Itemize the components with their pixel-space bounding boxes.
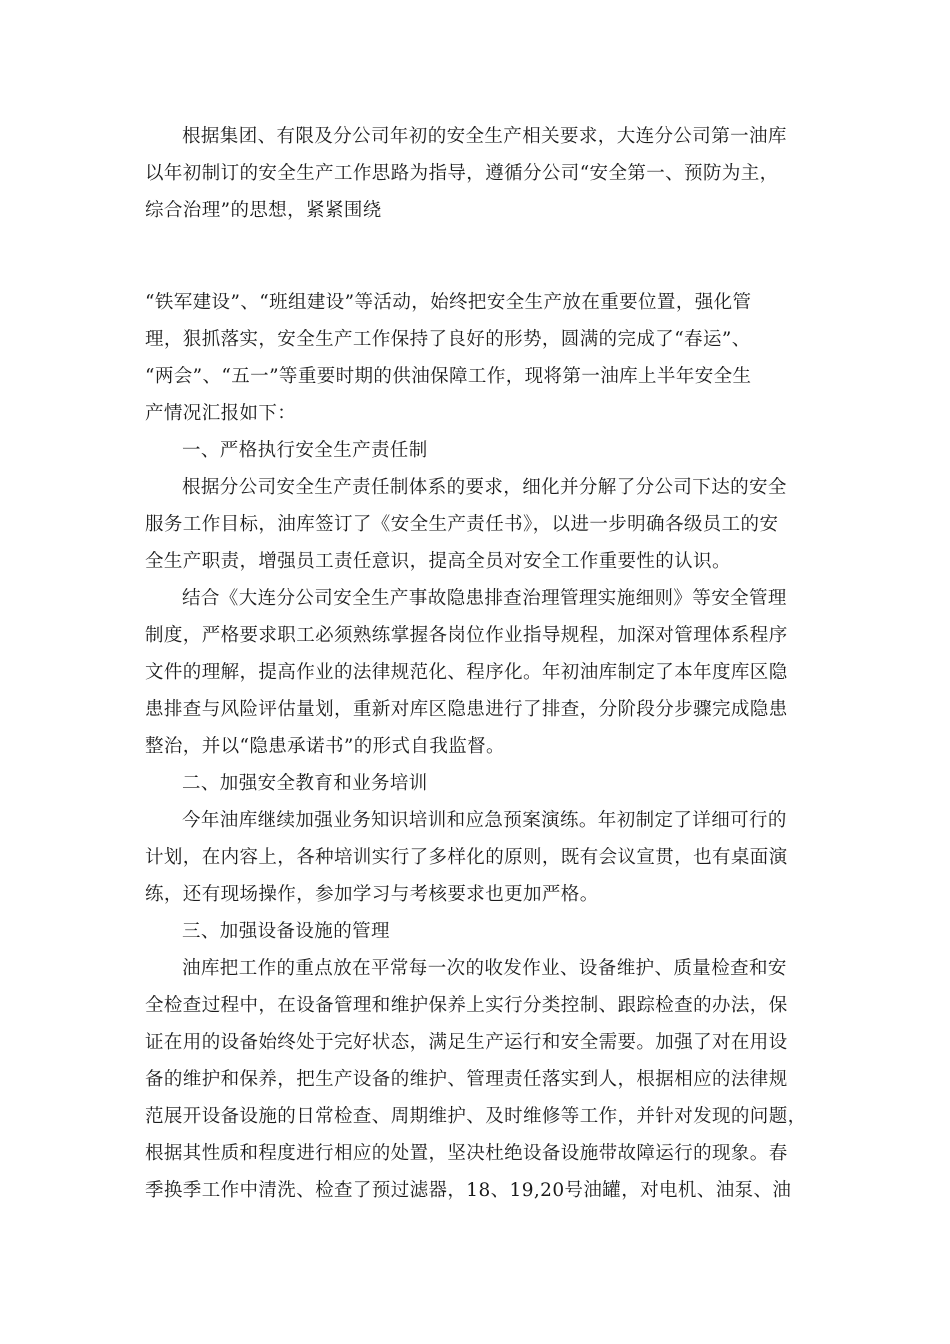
text-line: 患排查与风险评估量划，重新对库区隐患进行了排查，分阶段分步骤完成隐患	[145, 699, 788, 720]
section-1-paragraph-2	[145, 580, 811, 765]
text-line: 根据分公司安全生产责任制体系的要求，细化并分解了分公司下达的安全	[182, 477, 787, 498]
text-line: 全检查过程中，在设备管理和维护保养上实行分类控制、跟踪检查的办法，保	[145, 995, 788, 1016]
text-line: 综合治理”的思想，紧紧围绕	[145, 200, 382, 221]
text-line: 服务工作目标，油库签订了《安全生产责任书》，以进一步明确各级员工的安	[145, 514, 779, 535]
text-line: 产情况汇报如下：	[145, 403, 297, 424]
text-line: 结合《大连分公司安全生产事故隐患排查治理管理实施细则》等安全管理	[182, 588, 787, 609]
section-1-paragraph-1	[145, 469, 811, 580]
text-line: 以年初制订的安全生产工作思路为指导，遵循分公司“安全第一、预防为主，	[145, 163, 779, 184]
text-line: 练，还有现场操作，参加学习与考核要求也更加严格。	[145, 884, 599, 905]
text-line: 理，狠抓落实，安全生产工作保持了良好的形势，圆满的完成了“春运”、	[145, 329, 751, 350]
text-line: “铁军建设”、“班组建设”等活动，始终把安全生产放在重要位置，强化管	[145, 292, 752, 313]
text-line: 计划，在内容上，各种培训实行了多样化的原则，既有会议宣贯，也有桌面演	[145, 847, 788, 868]
section-2-paragraph-1	[145, 802, 811, 913]
text-line: 范展开设备设施的日常检查、周期维护、及时维修等工作，并针对发现的问题，	[145, 1106, 807, 1127]
document-page	[145, 118, 811, 1209]
text-line: 根据其性质和程度进行相应的处置，坚决杜绝设备设施带故障运行的现象。春	[145, 1143, 788, 1164]
intro-continued-paragraph	[145, 284, 811, 432]
text-line: 季换季工作中清洗、检查了预过滤器，18、19,20号油罐，对电机、油泵、油	[145, 1180, 792, 1201]
text-line: 文件的理解，提高作业的法律规范化、程序化。年初油库制定了本年度库区隐	[145, 662, 788, 683]
text-line: 全生产职责，增强员工责任意识，提高全员对安全工作重要性的认识。	[145, 551, 731, 572]
intro-paragraph	[145, 118, 811, 229]
section-3-paragraph-1	[145, 950, 811, 1209]
text-line: 整治，并以“隐患承诺书”的形式自我监督。	[145, 736, 505, 757]
text-line: 今年油库继续加强业务知识培训和应急预案演练。年初制定了详细可行的	[182, 810, 787, 831]
text-line: 备的维护和保养，把生产设备的维护、管理责任落实到人，根据相应的法律规	[145, 1069, 788, 1090]
section-1-heading: 一、严格执行安全生产责任制	[182, 440, 428, 461]
text-line: 制度，严格要求职工必须熟练掌握各岗位作业指导规程，加深对管理体系程序	[145, 625, 788, 646]
text-line: 油库把工作的重点放在平常每一次的收发作业、设备维护、质量检查和安	[182, 958, 787, 979]
section-3-heading: 三、加强设备设施的管理	[182, 921, 390, 942]
text-line: 证在用的设备始终处于完好状态，满足生产运行和安全需要。加强了对在用设	[145, 1032, 788, 1053]
section-2-heading: 二、加强安全教育和业务培训	[182, 773, 428, 794]
paragraph-gap	[145, 229, 811, 284]
text-line: “两会”、“五一”等重要时期的供油保障工作，现将第一油库上半年安全生	[145, 366, 752, 387]
text-line: 根据集团、有限及分公司年初的安全生产相关要求，大连分公司第一油库	[182, 126, 787, 147]
